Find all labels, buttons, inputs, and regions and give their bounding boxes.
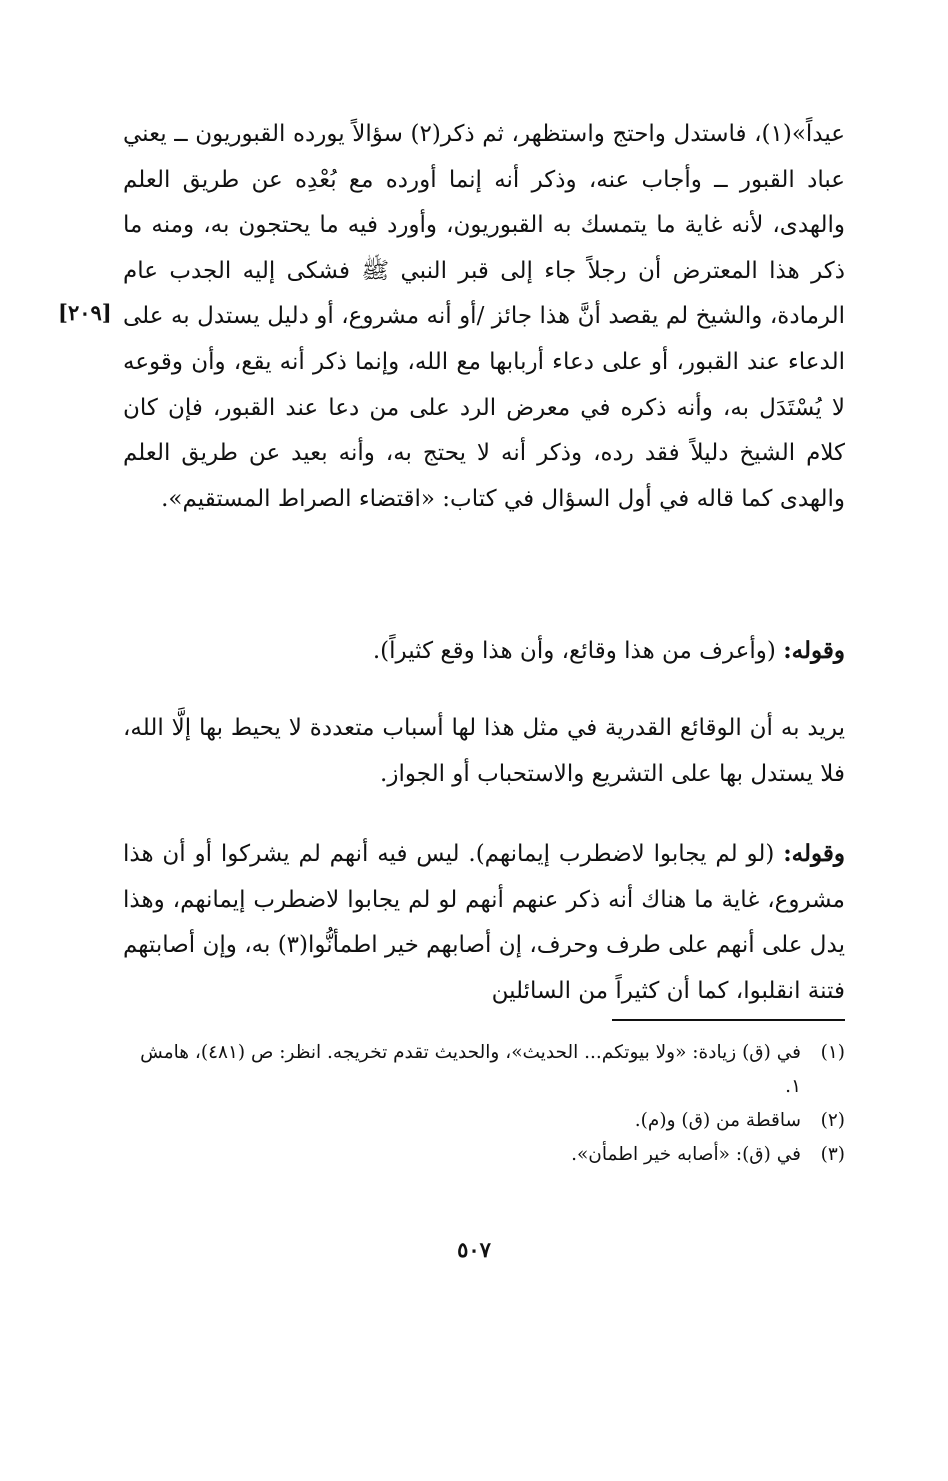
paragraph-4-lead: وقوله: xyxy=(783,840,845,867)
footnote-1 xyxy=(123,1036,845,1104)
footnote-text: في (ق): «أصابه خير اطمأن». xyxy=(571,1144,801,1165)
footnote-3 xyxy=(123,1138,845,1172)
footnotes xyxy=(123,1036,845,1172)
paragraph-2-lead: وقوله: xyxy=(783,637,845,664)
footnote-number: (٢) xyxy=(820,1110,845,1131)
footnote-divider xyxy=(612,1019,845,1021)
footnote-2 xyxy=(123,1104,845,1138)
footnote-text: ساقطة من (ق) و(م). xyxy=(634,1110,801,1131)
footnote-number: (٣) xyxy=(820,1144,845,1165)
footnote-number: (١) xyxy=(820,1042,845,1063)
paragraph-3: يريد به أن الوقائع القدرية في مثل هذا لها أسباب متعددة لا يحيط بها إلَّا الله، فلا يستدل بها على التشريع والاستحباب أو الجواز. xyxy=(123,715,845,787)
paragraph-1: عيداً»(١)، فاستدل واحتج واستظهر، ثم ذكر(٢) سؤالاً يورده القبوريون ــ يعني عباد القبور ــ وأجاب عنه، وذكر أنه إنما أورده مع بُعْدِه عن طريق العلم والهدى، لأنه غاية ما يتمسك به القبوريون، وأورد فيه ما يحتجون به، ومنه ما ذكر هذا المعترض أن رجلاً جاء إلى قبر النبي ﷺ فشكى إليه الجدب عام الرمادة، والشيخ لم يقصد أنَّ هذا جائز /أو أنه مشروع، أو دليل يستدل به على الدعاء عند القبور، أو على دعاء أربابها مع الله، وإنما ذكر أنه يقع، وأن وقوعه لا يُسْتَدَل به، وأنه ذكره في معرض الرد على من دعا عند القبور، فإن كان كلام الشيخ دليلاً فقد رده، وذكر أنه لا يحتج به، وأنه بعيد عن طريق العلم والهدى كما قاله في أول السؤال في كتاب: «اقتضاء الصراط المستقيم». xyxy=(123,121,846,512)
footnote-text: في (ق) زيادة: «ولا بيوتكم... الحديث»، والحديث تقدم تخريجه. انظر: ص (٤٨١)، هامش ١. xyxy=(140,1042,801,1097)
paragraph-4-text: (لو لم يجابوا لاضطرب إيمانهم). ليس فيه أنهم لم يشركوا أو أن هذا مشروع، غاية ما هناك أنه ذكر عنهم أنهم لو لم يجابوا لاضطرب إيمانهم، وهذا يدل على أنهم على طرف وحرف، إن أصابهم خير اطمأنُّوا(٣) به، وإن أصابتهم فتنة انقلبوا، كما أن كثيراً من السائلين xyxy=(123,841,845,1004)
page-number: ٥٠٧ xyxy=(457,1237,491,1262)
paragraph-2 xyxy=(123,628,845,675)
paragraph-4 xyxy=(123,831,845,1014)
margin-page-reference: [٢٠٩] xyxy=(58,300,112,325)
paragraph-2-text: (وأعرف من هذا وقائع، وأن هذا وقع كثيراً). xyxy=(372,638,784,664)
